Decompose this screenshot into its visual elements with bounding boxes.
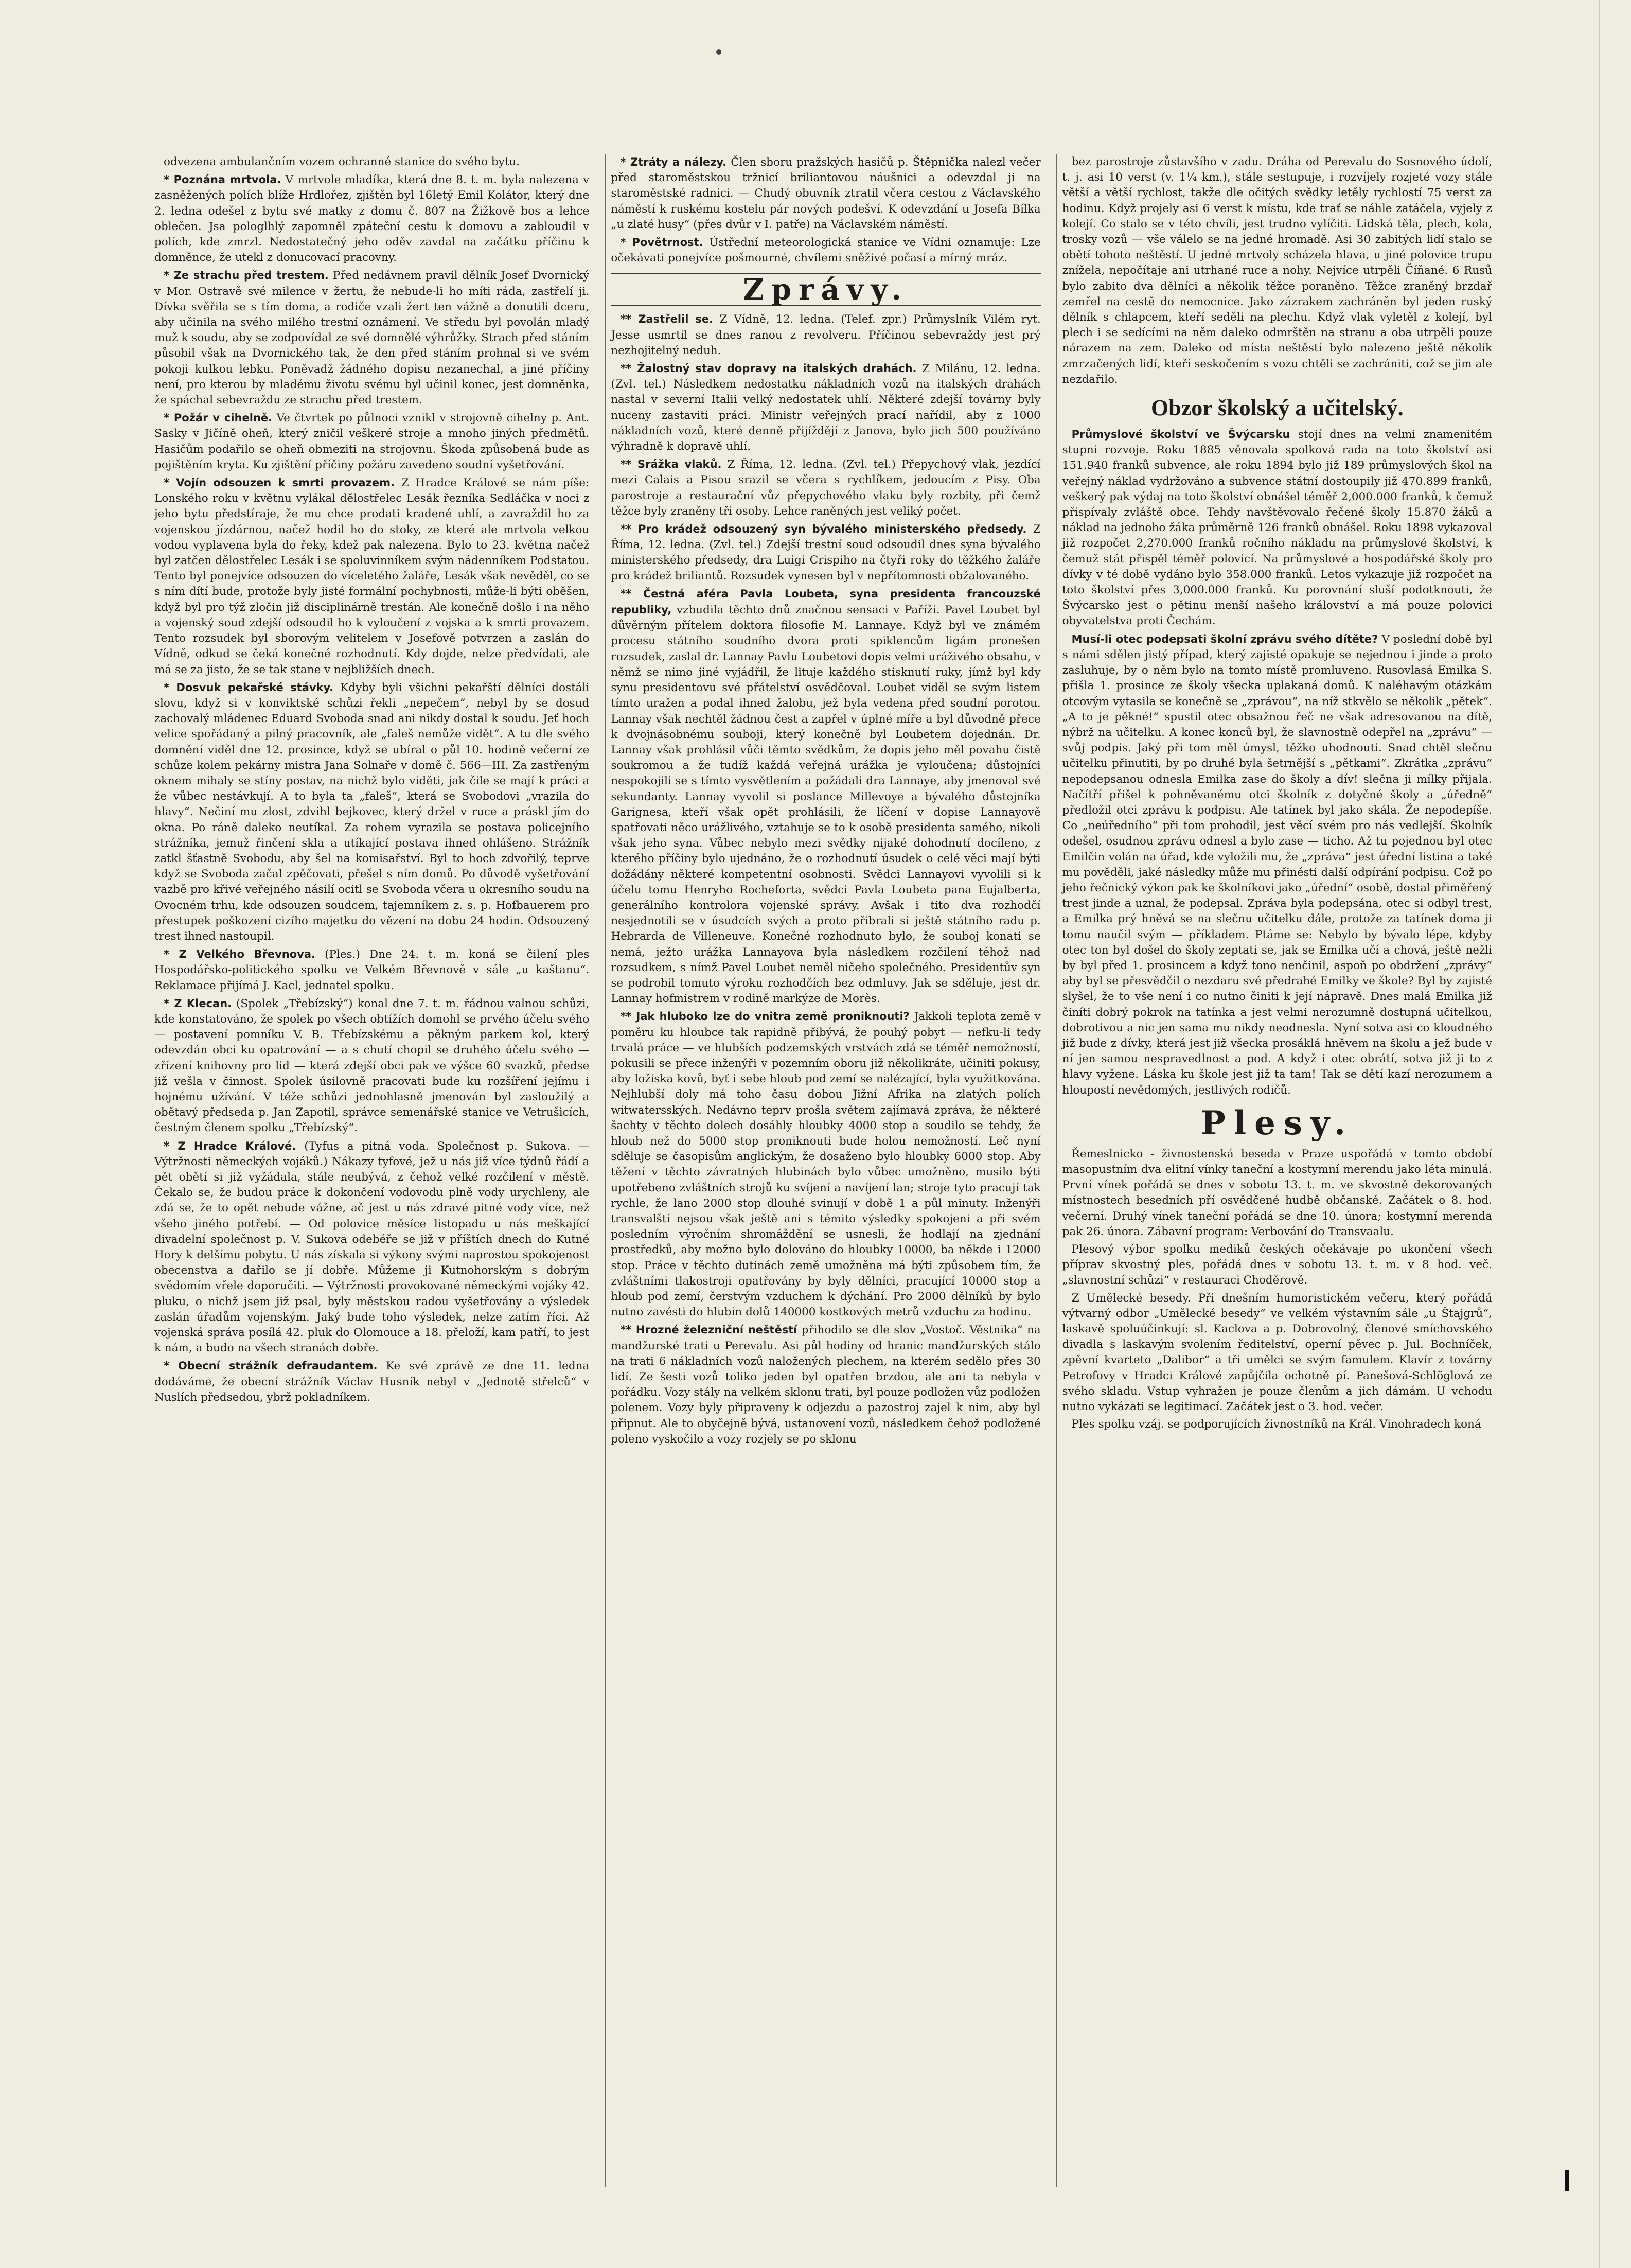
article-text: Kdyby byli všichni pekařští dělníci dostáli slovu, když si v konviktské schůzi řekli „nepečem“, nebyl by se dosud zachovalý mládenec Eduard Svoboda snad ani nikdy dostal k soudu. Jeť hoch velice spořádaný a pilný pracovník, ale „faleš nemůže vidět“. A tu dle svého domnění viděl dne 12. prosince, když se ubíral o půl 10. hodině večerní ze schůze kolem pekárny mistra Jana Solnaře v domě č. 566—III. Za zastřeným oknem mihaly se stíny postav, na nichž bylo viděti, jak čile se mají k práci a že vůbec nestávkují. A to byla ta „faleš“, která se Svobodovi „vrazila do hlavy“. Nečiní mu zlost, zdvihl bejkovec, který držel v ruce a práskl jím do okna. Po ráně daleko neutíkal. Za rohem vyrazila se postava policejního strážníka, jemuž řinčení skla a utíkající postava ihned ohlášeno. Strážník zatkl šťastně Svobodu, aby šel na komisařství. Byl to hoch zdvořilý, teprve když se Svoboda začal zpěčovati, přešel s ním domů. Po důvodě vyšetřování vazbě pro křivé veřejného násilí ocitl se Svoboda včera u okresního soudu na Ovocném trhu, kde odsouzen soudcem, tajemníkem z. s. p. Hofbauerem pro přestupek poškození cizího majetku do vězení na dobu 24 hodin. Odsouzený trest ihned nastoupil.: [154, 681, 590, 943]
article: [611, 235, 1040, 266]
article: [1062, 1417, 1492, 1432]
article-title: ** Jak hluboko lze do vnitra země proniknouti?: [620, 1010, 910, 1023]
article-title: * Z Klecan.: [164, 997, 232, 1010]
column-middle: [605, 154, 1040, 2187]
article: [611, 521, 1040, 584]
article: [154, 1358, 589, 1405]
article: [611, 311, 1040, 359]
article: [154, 154, 589, 170]
article: [611, 1322, 1040, 1447]
article: [611, 456, 1040, 519]
newspaper-page: [154, 154, 1492, 2187]
article-title: * Poznána mrtvola.: [164, 173, 281, 186]
article-text: stojí dnes na velmi znamenitém stupni rozvoje. Roku 1885 věnovala spolková rada na toto školství asi 151.940 franků subvence, ale roku 1894 bylo již 189 průmyslových škol na veřejný náklad vydržováno a subvence státní dostoupily již 470.899 franků, veškerý pak výdaj na toto školství obnášel téměř 2,000.000 franků, k čemuž přispívaly zvláště obce. Tehdy navštěvovalo řečené školy 15.870 žáků a náklad na jednoho žáka průměrně 126 franků obnášel. Roku 1898 vykazoval již rozpočet 2,270.000 franků ročního nákladu na průmyslové školství, k čemuž stát přispěl téměř polovicí. Na průmyslové a hospodářské školy pro dívky v té době vydáno bylo 358.000 franků. Letos vykazuje již rozpočet na toto školství přes 3,000.000 franků. Ku porovnání sluší podotknouti, že Švýcarsko jest o pětinu menší našeho království a má pouze polovici obyvatelstva proti Čechám.: [1062, 428, 1493, 628]
article: [154, 172, 589, 266]
ink-dot: [716, 49, 721, 55]
article-text: Ústřední meteorologická stanice ve Vídni oznamuje: Lze očekávati ponejvíce pošmourné, chvílemi sněživé počasí a mírný mráz.: [611, 236, 1041, 265]
article-title: * Obecní strážník defraudantem.: [164, 1360, 378, 1373]
article-text: (Tyfus a pitná voda. Společnost p. Sukova. — Výtržnosti německých vojáků.) Nákazy tyfové, jež u nás již více týdnů řádí a pět obětí si již vyžádala, stále neubývá, z čehož velké rozčilení v městě. Čekalo se, že budou práce k dokončení vodovodu plně vody urychleny, ale zdá se, že to opět nebude vážne, ač jest u nás zdravé pitné vody více, než všeho jiného potřebí. — Od polovice měsíce listopadu u nás meškající divadelní společnost p. V. Sukova odebéře se již v příštích dnech do Kutné Hory k delšímu pobytu. U nás získala si výkony svými naprostou spokojenost obecenstva a dařilo se jí dobře. Můžeme ji Kutnohorským s dobrým svědomím vřele doporučiti. — Výtržnosti provokované německými vojáky 42. pluku, o nichž jsem již psal, byly městskou radou vyšetřovány a výsledek zaslán úřadům vojenským. Jaký bude toho výsledek, nelze zatím říci. Až vojenská správa posílá 42. pluk do Olomouce a 18. přeloží, kam patří, to jest k nám, a budo na všech stranách dobře.: [154, 1139, 590, 1355]
article: [1062, 154, 1492, 388]
article-title: * Dosvuk pekařské stávky.: [164, 681, 334, 694]
article: [1062, 631, 1492, 1098]
scan-edge: [1599, 0, 1600, 2268]
article-title: ** Pro krádež odsouzený syn bývalého ministerského předsedy.: [620, 523, 1027, 536]
article-text: Ples spolku vzáj. se podporujících živnostníků na Král. Vinohradech koná: [1071, 1418, 1481, 1431]
section-heading: Obzor školský a učitelský.: [1151, 395, 1404, 421]
section-heading: Zprávy.: [611, 273, 1040, 306]
column-left: [154, 154, 589, 2187]
article-title: ** Hrozné železniční neštěstí: [620, 1324, 797, 1337]
article-text: Z Milánu, 12. ledna. (Zvl. tel.) Následkem nedostatku nákladních vozů na italských drahách nastal v severní Italii velký nedostatek uhlí. Některé zdejší továrny byly nuceny zastaviti práci. Ministr veřejných prací nařídil, aby z 1000 nákladních vozů, které denně přijíždějí z Janova, bylo jich 500 používáno výhradně k dopravě uhlí.: [611, 362, 1041, 453]
section-heading: Plesy.: [1200, 1103, 1354, 1142]
article: [611, 154, 1040, 233]
article-title: * Ztráty a nálezy.: [620, 156, 727, 168]
article: [1062, 1147, 1492, 1240]
article-text: Z Umělecké besedy. Při dnešním humoristickém večeru, který pořádá výtvarný odbor „Umělecké besedy“ ve velkém výstavním sále „u Štajgrů“, laskavě spoluúčinkují: sl. Kaclova a p. Dobrovolný, členové smíchovského divadla s laskavým svolením ředitelství, operní pěvec p. Jul. Bochníček, zpěvní kvarteto „Dalibor“ a tři umělci se svým famulem. Klavír z továrny Petrofovy v Hradci Králové zapůjčila ochotně pí. Panešová-Schlöglová ze svého skladu. Vstup vyhražen je pouze členům a jich dámám. U vchodu nutno vykázati se legitimací. Začátek jest o 3. hod. večer.: [1062, 1291, 1493, 1414]
article: [154, 475, 589, 678]
article-title: ** Zastřelil se.: [620, 313, 714, 326]
article-title: * Z Hradce Králové.: [164, 1139, 296, 1152]
article-title: * Vojín odsouzen k smrti provazem.: [164, 477, 395, 489]
article-title: * Požár v cihelně.: [164, 412, 273, 425]
article-text: (Spolek „Třebízský“) konal dne 7. t. m. řádnou valnou schůzi, kde konstatováno, že spolek po všech obtížích domohl se prvého účelu svého — postavení pomníku V. B. Třebízskému a pěkným parkem kol, který odevzdán obci ku opatrování — a s chutí chopil se druhého účelu svého — zřízení knihovny pro lid — která zdejší obci pak ve výšce 60 svazků, předse již vešla v činnost. Spolek úsilovně pracovati bude ku rozšíření jejímu i hojnému užívání. V téže schůzi jednohlasně jmenován byl zasloužilý a obětavý předseda p. Jan Zapotil, správce semenářské stanice ve Vetrušicích, čestným členem spolku „Třebízský“.: [154, 997, 590, 1135]
article-title: * Povětrnost.: [620, 236, 703, 249]
article-title: ** Žalostný stav dopravy na italských drahách.: [620, 362, 917, 375]
article-text: bez parostroje zůstavšího v zadu. Dráha od Perevalu do Sosnového údolí, t. j. asi 10 verst (v. 1¼ km.), stále sestupuje, i rozvíjely rozjeté vozy stále větší a větší rychlost, takže dle očitých svědky letěly rychlostí 75 verst za hodinu. Když projely asi 6 verst k místu, kde trať se náhle zatáčela, vyjely z kolejí. Co stalo se v této chvíli, jest trudno vylíčiti. Lidská těla, plech, kola, trosky vozů — vše válelo se na jedné hromadě. Asi 30 zabitých lidí stalo se obětí tohoto neštěstí. U jedné mrtvoly scházela hlava, u jiné polovice trupu znížela, nepočítaje ani utrhané ruce a nohy. Nejvíce utrpěli Číňané. 6 Rusů bylo zabito dva dělníci a několik těžce poraněno. Těžce zraněný brzdař zemřel na cestě do nemocnice. Jako zázrakem zachráněn byl jeden ruský dělník s chlapcem, kteří seděli na plechu. Když vlak vyletěl z kolejí, byl plech i se sedícími na něm daleko odmrštěn na stranu a oba utrpěli pouze nárazem na zem. Daleko od místa neštěstí bylo nalezeno ještě několik zmrzačených lidí, kteří seskočením s vozu chtěli se zachrániti, což se jim ale nezdařilo.: [1062, 155, 1493, 386]
article: [1062, 1242, 1492, 1289]
article: [611, 586, 1040, 1007]
article-text: Plesový výbor spolku mediků českých očekávaje po ukončení všech příprav skvostný ples, pořádá dnes v sobotu 13. t. m. v 8 hod. več. „slavnostní schůzi“ v restauraci Choděrově.: [1062, 1243, 1493, 1287]
article-text: Ke své zprávě ze dne 11. ledna dodáváme, že obecní strážník Václav Husník nebyl v „Jednotě střelců“ v Nuslích předsedou, ybrž pokladníkem.: [154, 1360, 590, 1404]
article-text: vzbudila těchto dnů značnou sensaci v Paříži. Pavel Loubet byl důvěrným přítelem doktora filosofie M. Lannaye. Když byl ve známém procesu státního soudního dvora proti spiklencům ligám pronešen rozsudek, zaslal dr. Lannay Pavlu Loubetovi dopis velmi uráživého obsahu, v němž se nimo jiné vyjádřil, že lituje každého stisknutí ruky, jímž byl kdy synu presidentovu své přátelství osvědčoval. Loubet viděl se svým listem tímto uražen a podal ihned žalobu, jež byla vedena před soudní porotou. Lannay však nechtěl žádnou čest a zapřel v úplné míře a byl důvodně přece k dvojnásobnému souboji, který konečně byl Loubetem dojednán. Dr. Lannay však prohlásil vůči těmto svědkům, že dopis jeho měl povahu čistě soukromou a že tudíž každá veřejná urážka je vyloučena; důstojníci nespokojili se s tímto vysvětlením a požádali dra Lannaye, aby jmenoval své sekundanty. Lannay vyvolil si poslance Millevoye a bývalého důstojníka Garignesa, kteří však opět prohlásili, že líčení v dopise Lannayově spatřovati něco urážlivého, vztahuje se to k osobě presidenta samého, nikoli však jeho syna. Vůbec nebylo mezi svědky nijaké dohodnutí docíleno, z kterého příčiny bylo ujednáno, že o rozhodnutí úsudek o celé věci mají býti dožádány některé kompetentní osobnosti. Svědci Lannayovi vyvolili si k účelu tomu Henryho Rocheforta, svědci Pavla Loubeta pana Eujalberta, generálního kontrolora vojenské správy. Avšak i tito dva rozhodčí nesjednotili se v úsudcích svých a proto přibrali si ještě státního radu p. Hebrarda de Villeneuve. Konečné rozhodnuto bylo, že souboj konati se nemá, ježto urážka Lannayova byla následkem rozčilení téhož nad rozsudkem, s nímž Pavel Loubet neměl ničeho společného. Presidentův syn se podrobil tomuto výroku rozhodčích bez odmluvy. Jak se sděluje, jest dr. Lannay hofmistrem v rodině markýze de Morès.: [611, 604, 1041, 1006]
article-text: V poslední době byl s námi sdělen jistý případ, který zajisté opakuje se nejednou i jinde a proto zasluhuje, by o něm bylo na tomto místě promluveno. Rusovlasá Emilka S. přišla 1. prosince ze školy všecka uplakaná domů. K naléhavým otázkám otcovým vytasila se konečně se „zprávou“, na níž stkvělo se několik „pětek“. „A to je pěkné!“ spustil otec obsažnou řeč ne však adresovanou na dítě, nýbrž na učitelku. A konec konců byl, že slavnostně odepřel na „zprávu“ — svůj podpis. Jaký při tom měl úmysl, těžko uhodnouti. Snad chtěl slečnu učitelku přinutiti, by po druhé byla šetrnější s „pětkami“. Zkrátka „zprávu“ nepodepsanou odnesla Emilka zase do školy a dív! slečna ji mílky přijala. Načítří přišel k pohněvanému otci školník z dotyčné školy a „úředně“ předložil otci zprávu k podpisu. Ale tatínek byl jako skála. Že nepodepíše. Co „neúředního“ při tom prohodil, jest věcí svém pro nás vedlejší. Školník odešel, osudnou zprávu odnesl a bylo zase — ticho. Až tu pojednou byl otec Emilčin volán na úřad, kde vyložili mu, že „zpráva“ jest úřední listina a také mu pověděli, jaké následky může mu přinésti další odpírání podpisu. Což po jeho řečnický výkon pak ke školníkovi jako „úřední“ osobě, dostal přiměřený trest jinde a uznal, že podepsal. Zpráva byla podepsána, otec si odbyl trest, a Emilka prý hněvá se na slečnu učitelku dále, protože za tatínek doma ji tomu naučil svým — příkladem. Ptáme se: Nebylo by bývalo lépe, kdyby otec ton byl došel do školy zeptati se, jak se Emilka učí a chová, ještě nežli by byl před 1. prosincem a když tono nenčinil, aspoň po obdržení „zprávy“ aby byl se přesvědčil o nezdaru své předrahé Emilky ve škole? Byl by zajisté slyšel, že to vše není i co nutno činiti k její nápravě. Dnes malá Emilka již činíti dobrý pokrok na tatínka a jest velmi nerozumně dostupná učitelkou, dobrotivou a nic jen sama mu nikdy neodnesla. Nyní sotva asi co kloudného již bude z dívky, která jest již všecka prosáklá hněvem na školu a jež bude v ní jen samou nespravedlnost a pod. A když i otec obrátí, sotva již ji to z hlavy vyžene. Láska ku škole jest již ta tam! Tak se dětí kazí nerozumem a hloupostí nevědomých, jestlivých rodičů.: [1062, 632, 1493, 1097]
article-title: ** Srážka vlaků.: [620, 458, 722, 471]
article-text: (Ples.) Dne 24. t. m. koná se čilení ples Hospodářsko-politického spolku ve Velkém Břevnově v sále „u kaštanu“. Reklamace přijímá J. Kacl, jednatel spolku.: [154, 948, 590, 992]
article-text: Řemeslnicko - živnostenská beseda v Praze uspořádá v tomto období masopustním dva elitní vínky taneční a kostymní merendu jako léta minulá. První vínek pořádá se dnes v sobotu 13. t. m. ve skvostně dekorovaných místnostech besedních pří osvědčené hudbě občanské. Začátek o 8. hod. večerní. Druhý vínek taneční pořádá se dne 10. února; kostymní merenda pak 26. února. Zábavní program: Verbování do Transvaalu.: [1062, 1147, 1493, 1238]
article-text: Před nedávnem pravil dělník Josef Dvornický v Mor. Ostravě své milence v žertu, že nebude-li ho míti ráda, zastřelí ji. Dívka svěřila se s tím doma, a rodiče vzali žert ten vážně a donutili dceru, aby učinila na svého milého trestní oznámení. Ve středu byl povolán mladý muž k soudu, aby se zodpovídal ze své domnělé výhrůžky. Strach před stáním působil však na Dvornického tak, že den před stáním prohnal si ve svém pokoji kulkou lebku. Poněvadž žádného dopisu nezanechal, a jiné příčiny není, pro kterou by mladému životu svému byl učinil konec, jest domněnka, že spáchal sebevraždu ze strachu před trestem.: [154, 269, 590, 407]
article-text: odvezena ambulančním vozem ochranné stanice do svého bytu.: [164, 155, 520, 168]
article-text: Z Říma, 12. ledna. (Zvl. tel.) Zdejší trestní soud odsoudil dnes syna bývalého ministerského předsedy, dra Luigi Crispiho na čtyři roky do těžkého žaláře pro krádež briliantů. Rozsudek vynesen byl v nepřítomnosti obžalovaného.: [611, 523, 1041, 583]
article-title: Průmyslové školství ve Švýcarsku: [1071, 428, 1290, 441]
article-text: Z Říma, 12. ledna. (Zvl. tel.) Přepychový vlak, jezdící mezi Calais a Pisou srazil se včera s rychlíkem, jedoucím z Pisy. Oba parostroje a restaurační vůz přepychového vlaku byly rozbity, při čemž těžce byly zraněny tři osoby. Lehce raněných jest veliký počet.: [611, 458, 1041, 518]
page-edge-mark: [1565, 2170, 1569, 2191]
article: [154, 268, 589, 408]
article: [154, 996, 589, 1136]
article-text: přihodilo se dle slov „Vostoč. Věstnika“ na mandžurské trati u Perevalu. Asi půl hodiny od hranic mandžurských stálo na trati 6 nákladních vozů naložených plechem, na kterém sedělo přes 30 lidí. Ze šesti vozů toliko jeden byl opatřen brzdou, ale ani ta nebyla v pořádku. Vozy stály na velkém sklonu trati, byl pouze podložen vůz podložen polenem. Vozy byly připraveny k odjezdu a pazostroj zajel k nim, aby byl připnut. Ale to obyčejně bývá, ustanovení vozů, následkem čehož podložené poleno vyskočilo a vozy rozjely se po sklonu: [611, 1324, 1041, 1446]
column-right: [1056, 154, 1492, 2187]
article-title: ** Čestná aféra Pavla Loubeta, syna presidenta francouzské republiky,: [611, 587, 1041, 617]
article: [1062, 427, 1492, 629]
article-title: * Z Velkého Břevnova.: [164, 948, 316, 961]
article: [154, 946, 589, 994]
article-text: Z Hradce Králové se nám píše: Lonského roku v květnu vylákal dělostřelec Lesák řezníka Sedláčka v noci z jeho bytu předstíraje, že mu chce prodati kradené uhlí, a zavraždil ho za vojenskou jízdárnou, načež hodil ho do stoky, ze které ale mrtvola velkou vodou vyplavena byla do řeky, kdež pak nalezena. Bylo to 23. května načež byl zatčen dělostřelec Lesák i se spoluvinníkem svým nádenníkem Podstatou. Tento byl ponejvíce odsouzen do víceletého žaláře, Lesák však nevěděl, co se s ním dítí bude, protože byly jisté formální pochybnosti, může-li býti oběšen, když byl pro týž zločin již disciplinárně trestán. Ale konečně došlo i na něho a vojenský soud zdejší odsoudil ho k vyloučení z vojska a k smrti provazem. Tento rozsudek byl sborovým velitelem v Josefově potvrzen a zaslán do Vídně, odkud se čeká konečné rozhodnutí. Kdy dojde, nelze předvídati, ale má se za jisto, že se tak stane v nejbližších dnech.: [154, 477, 590, 676]
article: [611, 1009, 1040, 1320]
article: [1062, 1291, 1492, 1415]
article: [154, 410, 589, 473]
article-text: V mrtvole mladíka, která dne 8. t. m. byla nalezena v zasněžených polích blíže Hrdlořez, zjištěn byl 16letý Emil Kolátor, který dne 2. ledna odešel z bytu své matky z domu č. 807 na Žižkově bos a lehce oblečen. Jsa pologlhlý zapomněl zpáteční cestu k domovu a zabloudil v polích, kde zmrzl. Nedostatečný jeho oděv zavdal na začátku příčinu k domněnce, že utekl z donucovací pracovny.: [154, 173, 590, 265]
article-title: * Ze strachu před trestem.: [164, 269, 329, 282]
article-text: Člen sboru pražských hasičů p. Štěpnička nalezl večer před staroměstskou tržnicí briliantovou náušnici a odevzdal ji na staroměstské radnici. — Chudý obuvník ztratil včera cestou z Václavského náměstí k ruskému kostelu pár nových podešví. K odevzdání u Josefa Bílka „u zlaté husy“ (přes dvůr v I. patře) na Václavském náměstí.: [611, 156, 1041, 231]
article-text: Ve čtvrtek po půlnoci vznikl v strojovně cihelny p. Ant. Sasky v Jičíně oheň, který zničil veškeré stroje a mnoho jiných předmětů. Hasičům podařilo se oheň obmeziti na strojovnu. Škoda způsobená bude as pojištěním kryta. Ku zjištění příčiny požáru zavedeno soudní vyšetřování.: [154, 412, 590, 471]
article-text: Jakkoli teplota země v poměru ku hloubce tak rapidně přibývá, že pouhý pobyt — nefku-li tedy trvalá práce — ve hlubších podzemských vrstvách zdá se téměř nemožností, pokusili se přece inženýři v pozemním oboru již několikráte, učiniti pokusy, aby ložiska kovů, byť i sebe hloub pod zemí se nalézající, byla využitkována. Nejhlubší doly má toho času dobou Jižní Afrika na zlatých polích witwatersských. Nedávno teprv prošla světem zajímavá zpráva, že některé šachty v těchto dolech dosáhly hloubky 4000 stop a soudilo se tehdy, že hloub než do 5000 stop proniknouti bude holou nemožností. Leč nyní sděluje se časopisům anglickým, že dosaženo bylo hloubky 6000 stop. Aby těžení v těchto závratných hlubinách bylo vůbec umožněno, musilo býti upotřebeno zvláštních strojů ku svíjení a navíjení lan; stroje tyto pracují tak rychle, že lano 2000 stop dlouhé svinují v době 1 a půl minuty. Inženýři transvalští nejsou však ještě ani s témito výsledky spokojeni a při svém posledním výročním shromáždění se usnesli, že hodlají na zjednání prostředků, aby možno bylo dolováno do hloubky 10000, ba někde i 12000 stop. Práce v těchto dutinách země umožněna má býti způsobem tím, že zvláštními tlakostroji opatřovány by byly dělníci, pracující 10000 stop a hloub pod zemí, čerstvým vzduchem k dýchání. Pro 2000 dělníků by bylo nutno zavésti do hlubin dolů 140000 kostkových metrů vzduchu za hodinu.: [611, 1010, 1041, 1319]
article: [154, 1138, 589, 1357]
article-title: Musí-li otec podepsati školní zprávu svého dítěte?: [1071, 632, 1378, 645]
article-text: Z Vídně, 12. ledna. (Telef. zpr.) Průmyslník Vilém ryt. Jesse usmrtil se dnes ranou z revolveru. Příčinou sebevraždy jest prý nezhojitelný neduh.: [611, 313, 1041, 357]
article: [154, 680, 589, 944]
article: [611, 361, 1040, 454]
